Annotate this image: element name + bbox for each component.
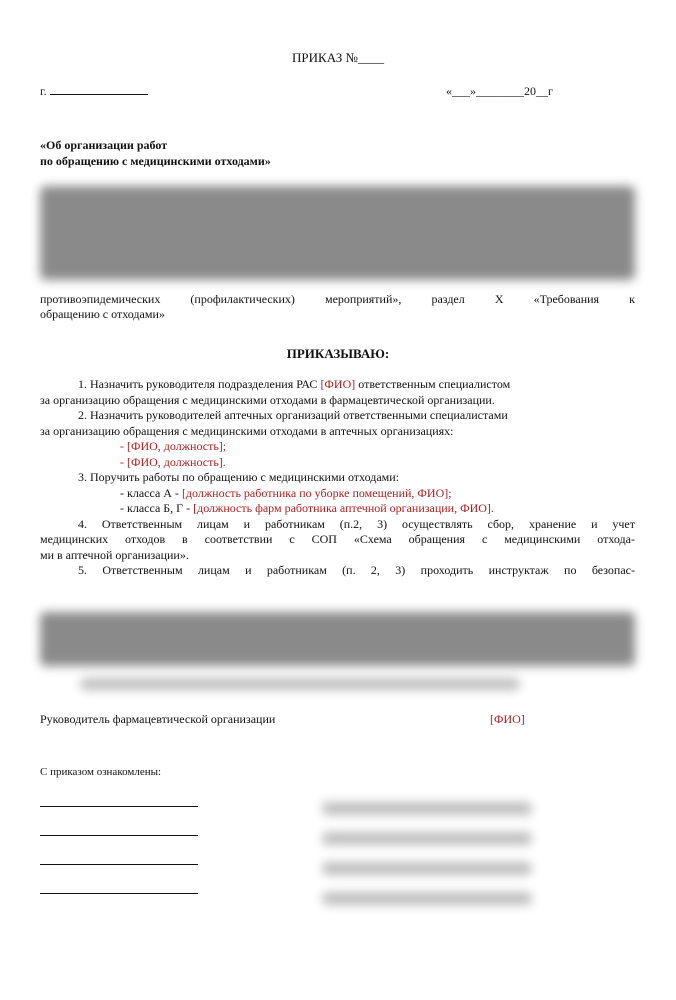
document-title: ПРИКАЗ №____ xyxy=(292,50,384,65)
item-1-line-1: 1. Назначить руководителя подразделения РАС [ФИО] ответственным специалистом xyxy=(78,377,511,391)
city-field xyxy=(40,84,148,99)
item-1-line-2: за организацию обращения с медицинскими отходами в фармацевтической организации. xyxy=(40,392,495,407)
signer-role: Руководитель фармацевтической организации xyxy=(40,712,276,726)
order-items xyxy=(40,377,635,579)
preamble-line-1: противоэпидемических (профилактических) мероприятий», раздел X «Требования к xyxy=(40,292,635,306)
placeholder-fio: [ФИО] xyxy=(320,377,356,391)
item-2-sub-1: - [ФИО, должность]; xyxy=(120,439,227,453)
item-4-line-2: медицинских отходов в соответствии с СОП «Схема обращения с медицинскими отхода- xyxy=(40,532,635,546)
acknowledgement-label: С приказом ознакомлены: xyxy=(40,766,162,778)
placeholder-fio-position: [ФИО, должность]; xyxy=(127,439,227,453)
item-3-class-a: - класса А - [должность работника по уборке помещений, ФИО]; xyxy=(120,485,452,500)
preamble-line-2: обращению с отходами» xyxy=(40,307,165,321)
item-4-line-1: 4. Ответственным лицам и работникам (п.2, 3) осуществлять сбор, хранение и учет xyxy=(78,516,635,531)
placeholder-fio-position: [ФИО, должность]. xyxy=(127,454,226,469)
item-4-line-3: ми в аптечной организации». xyxy=(40,547,189,562)
order-heading: ПРИКАЗЫВАЮ: xyxy=(286,346,390,361)
blurred-item-5 xyxy=(40,612,635,666)
order-subject xyxy=(40,137,271,169)
city-blank-line xyxy=(50,84,148,95)
subject-line-1: «Об организации работ xyxy=(40,138,168,152)
preamble-text xyxy=(40,292,635,322)
signer-name: [ФИО] xyxy=(490,712,525,726)
date-field: «___»________20__г xyxy=(446,84,553,98)
item-2-line-1: 2. Назначить руководителей аптечных организаций ответственными специалистами xyxy=(78,408,508,422)
blurred-signee xyxy=(322,832,532,845)
blurred-signee xyxy=(322,892,532,905)
signature-line xyxy=(40,806,198,807)
signature-line xyxy=(40,893,198,894)
blurred-item-6 xyxy=(80,678,520,690)
item-2-sub-2: - [ФИО, должность]. xyxy=(120,454,226,469)
signature-line xyxy=(40,864,198,865)
item-5-line-1: 5. Ответственным лицам и работникам (п. 2, 3) проходить инструктаж по безопас- xyxy=(78,563,635,577)
blurred-signee xyxy=(322,862,532,875)
subject-line-2: по обращению с медицинскими отходами» xyxy=(40,154,271,168)
item-3-class-b: - класса Б, Г - [должность фарм работника аптечной организации, ФИО]. xyxy=(120,501,494,515)
signature-line xyxy=(40,835,198,836)
city-prefix: г. xyxy=(40,84,47,98)
item-2-line-2: за организацию обращения с медицинскими отходами в аптечных организациях: xyxy=(40,423,454,438)
placeholder-pharmacist: [должность фарм работника аптечной организации, ФИО]. xyxy=(193,501,494,515)
blurred-signee xyxy=(322,802,532,815)
placeholder-cleaner: [должность работника по уборке помещений, ФИО]; xyxy=(181,485,452,500)
blurred-preamble xyxy=(40,186,635,280)
item-3-line-1: 3. Поручить работы по обращению с медицинскими отходами: xyxy=(78,470,400,484)
